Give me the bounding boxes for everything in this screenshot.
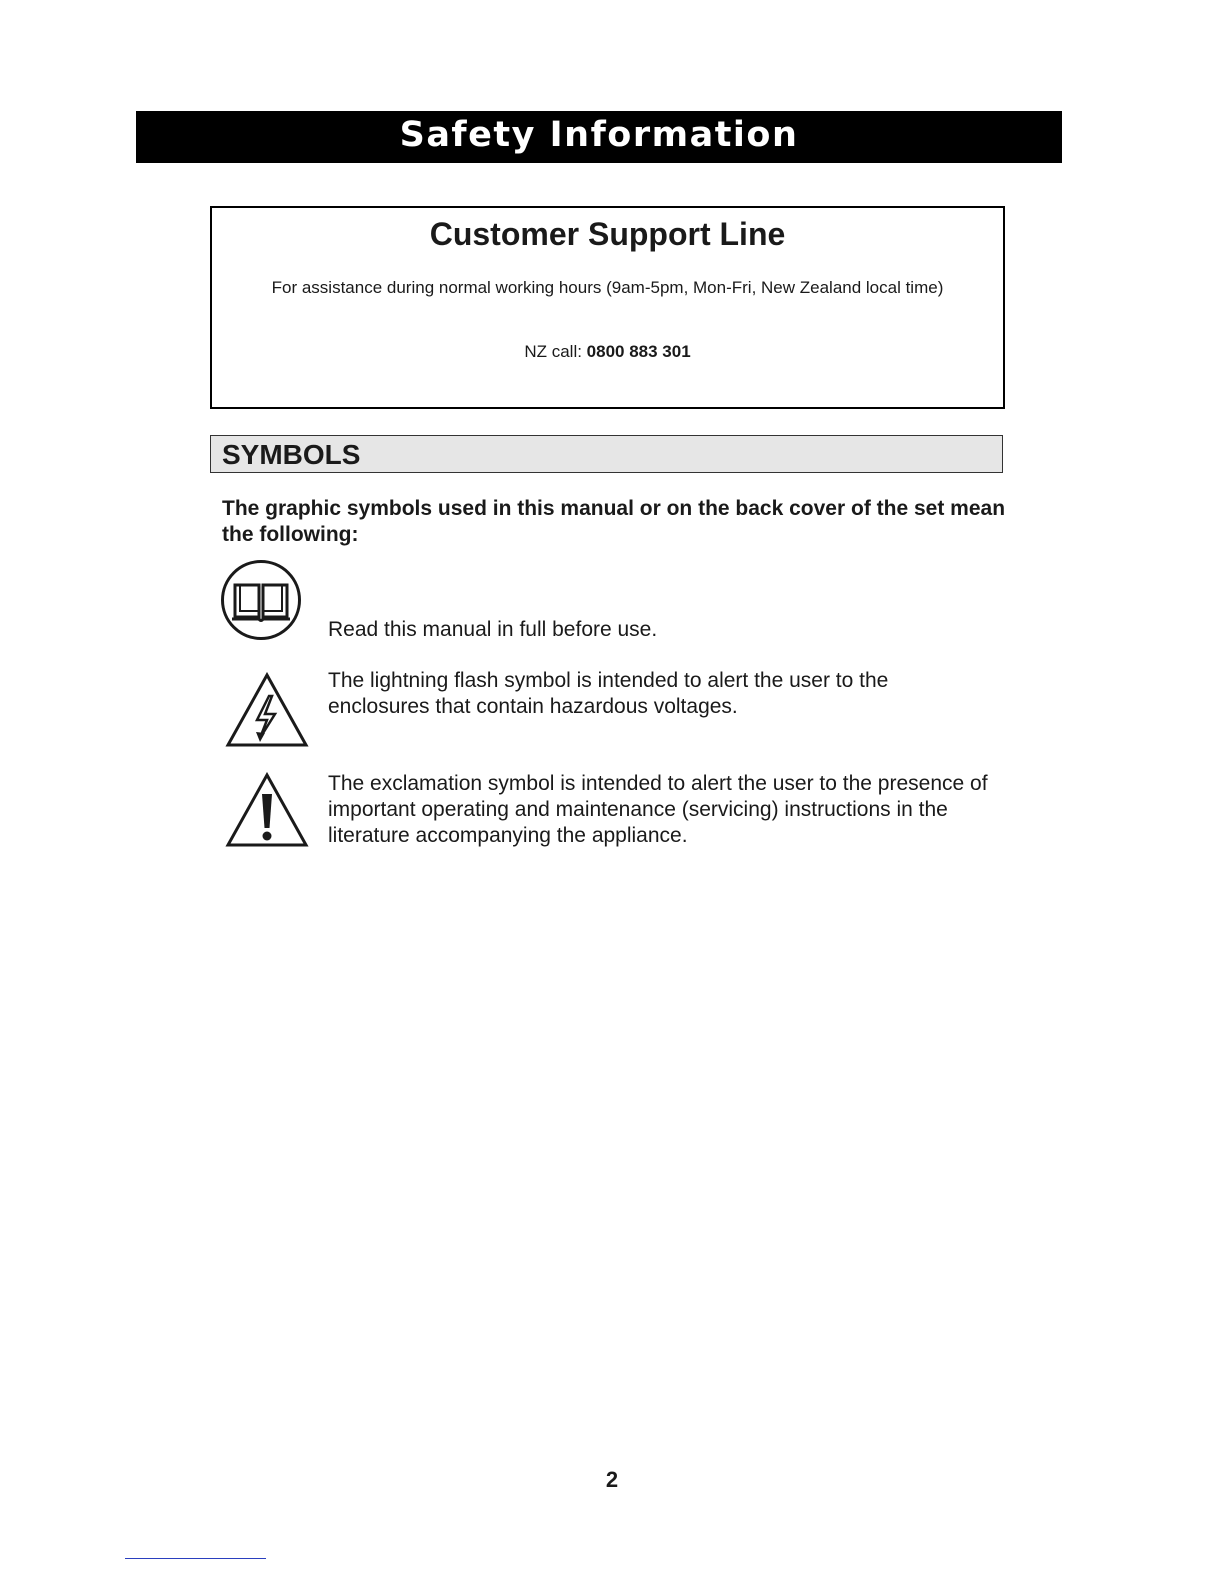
- symbols-intro: The graphic symbols used in this manual or on the back cover of the set mean the following:: [222, 497, 1006, 546]
- customer-support-box: [210, 206, 1005, 409]
- symbol-description: Read this manual in full before use.: [328, 618, 658, 641]
- book-icon: [220, 559, 302, 641]
- support-hours: For assistance during normal working hours (9am-5pm, Mon-Fri, New Zealand local time): [271, 278, 944, 297]
- page-number: 2: [605, 1467, 619, 1492]
- exclamation-warning-icon: [225, 772, 309, 848]
- symbols-header-label: SYMBOLS: [222, 439, 361, 470]
- symbols-header: [210, 435, 1003, 473]
- section-banner: [136, 111, 1062, 163]
- support-title: Customer Support Line: [429, 216, 786, 252]
- symbol-description: The lightning flash symbol is intended to alert the user to the enclosures that contain hazardous voltages.: [328, 669, 889, 718]
- footer-rule: [125, 1558, 266, 1559]
- lightning-warning-icon: [225, 672, 309, 748]
- phone-number: 0800 883 301: [586, 342, 691, 361]
- banner-title: Safety Information: [399, 115, 799, 155]
- phone-label: NZ call:: [524, 342, 587, 361]
- support-phone: [212, 342, 1003, 362]
- symbol-description: The exclamation symbol is intended to alert the user to the presence of important operating and maintenance (servicing) instructions in the literature accompanying the appliance.: [328, 772, 988, 847]
